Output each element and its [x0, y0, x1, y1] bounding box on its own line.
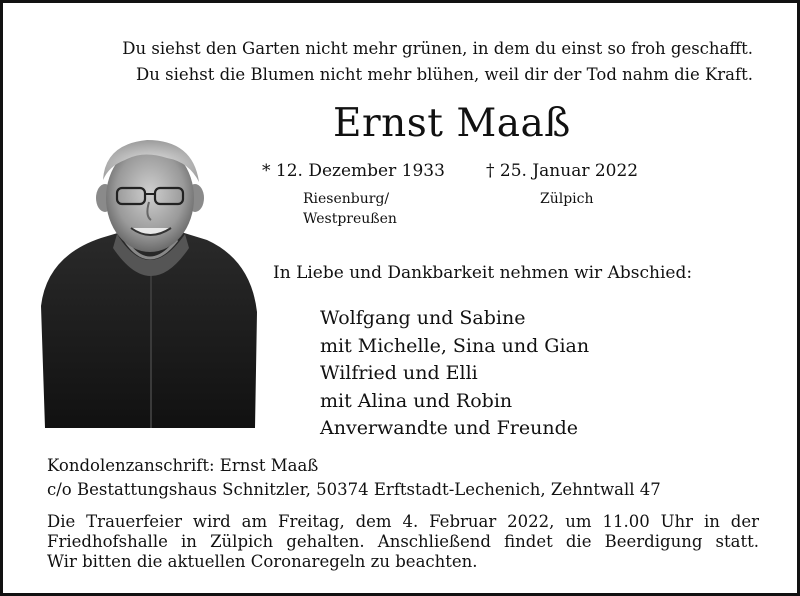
condolence-address	[47, 454, 661, 502]
birth-place-line-1: Riesenburg/	[303, 191, 390, 207]
poem-line-2: Du siehst die Blumen nicht mehr blühen, weil dir der Tod nahm die Kraft.	[136, 65, 753, 84]
mourner-line: Wilfried und Elli	[320, 362, 478, 384]
birth-date: * 12. Dezember 1933	[262, 161, 445, 181]
farewell-text: In Liebe und Dankbarkeit nehmen wir Abschied:	[273, 263, 693, 283]
mourner-line: mit Michelle, Sina und Gian	[320, 334, 590, 357]
mourner-line: mit Alina und Robin	[320, 389, 513, 412]
death-date: † 25. Januar 2022	[486, 161, 639, 181]
ceremony-info	[47, 512, 759, 572]
poem-line-1: Du siehst den Garten nicht mehr grünen, in dem du einst so froh geschafft.	[122, 39, 753, 58]
condolence-line-2: c/o Bestattungshaus Schnitzler, 50374 Erftstadt-Lechenich, Zehntwall 47	[47, 480, 661, 499]
portrait-photo	[39, 136, 259, 428]
birth-place-line-2: Westpreußen	[303, 211, 397, 227]
birth-place	[303, 189, 397, 229]
mourner-line: Anverwandte und Freunde	[320, 417, 578, 439]
ceremony-line-3: Wir bitten die aktuellen Coronaregeln zu beachten.	[47, 552, 478, 571]
deceased-name: Ernst Maaß	[333, 101, 571, 146]
ceremony-line-1: Die Trauerfeier wird am Freitag, dem 4. Februar 2022, um 11.00 Uhr in der	[47, 512, 759, 531]
death-place: Zülpich	[540, 191, 594, 207]
ceremony-line-2: Friedhofshalle in Zülpich gehalten. Anschließend findet die Beerdigung statt.	[47, 532, 759, 551]
condolence-line-1: Kondolenzanschrift: Ernst Maaß	[47, 456, 319, 475]
mourners-list	[320, 305, 589, 443]
mourner-line: Wolfgang und Sabine	[320, 307, 526, 329]
